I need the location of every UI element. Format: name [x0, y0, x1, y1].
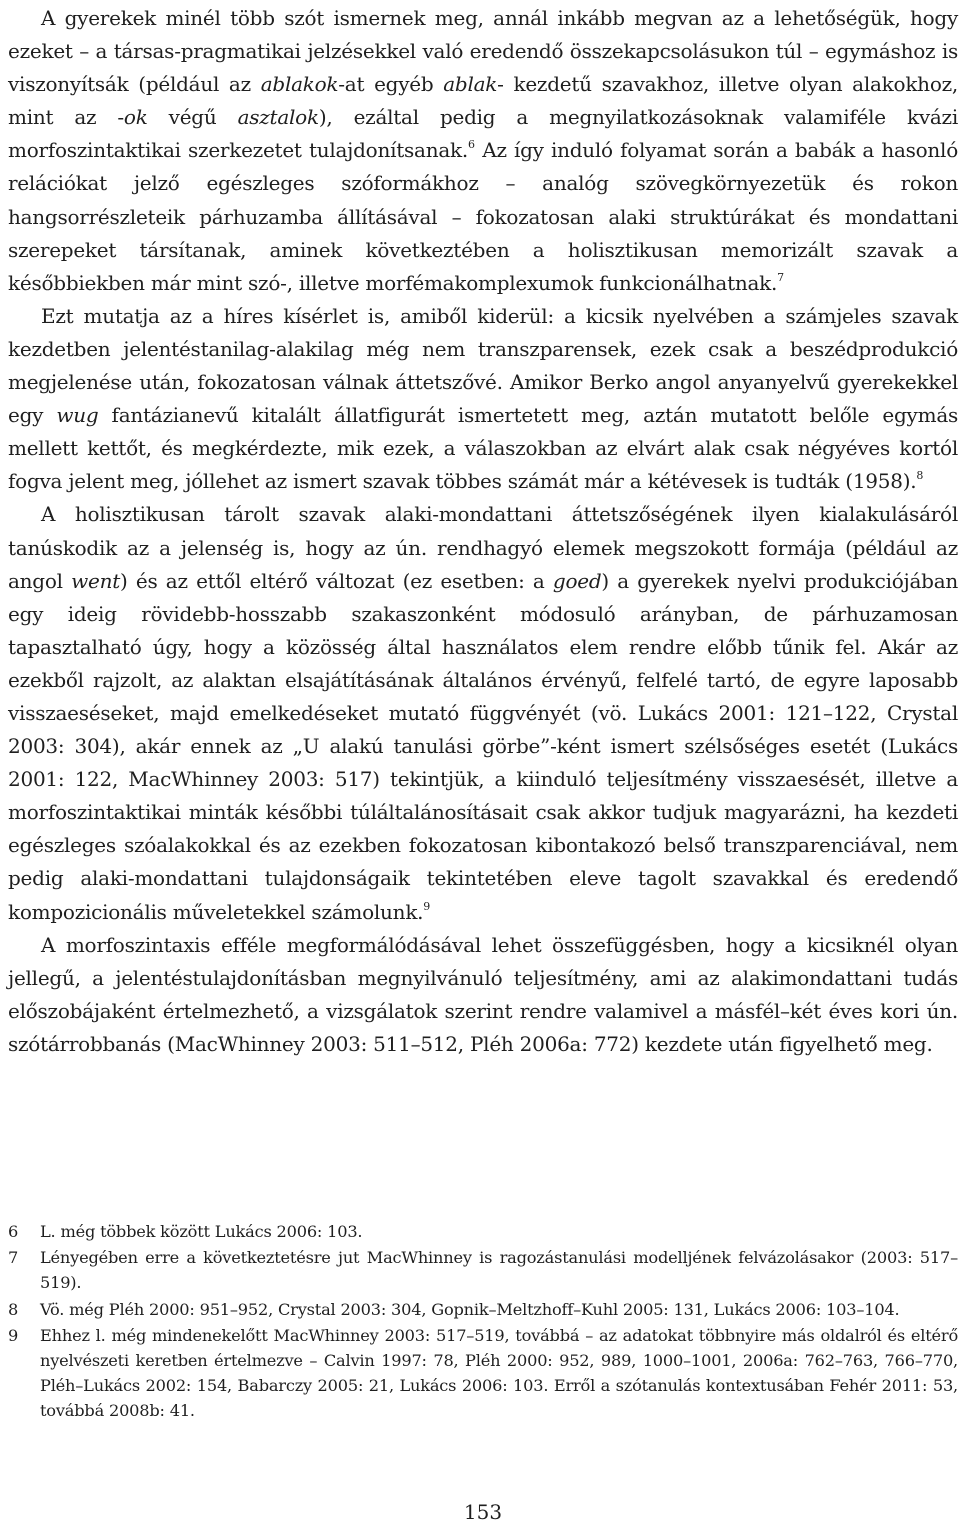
text-run: A holisztikusan tárolt szavak alaki-mondattani áttetszőségének ilyen kialakulásáról tanúskodik az a jelenség is, hogy az ún. rendhagyó elemek megszokott formája (például az angol: [8, 502, 958, 593]
italic-term: asztalok: [237, 105, 319, 130]
main-text: [8, 0, 958, 1061]
footnote-ref: 9: [423, 899, 431, 913]
text-run: A morfoszintaxis efféle megformálódásával lehet összefüggésben, hogy a kicsiknél olyan jellegű, a jelentéstulajdonításban megnyilvánuló teljesítmény, ami az alakimondattani tudás előszobájaként értelmezhető, a vizsgálatok szerint rendre valamivel a másfél–két éves kori ún. szótárrobbanás (MacWhinney 2003: 511–512, Pléh 2006a: 772) kezdete után figyelhető meg.: [8, 932, 958, 1056]
footnote-ref: 8: [916, 469, 924, 483]
page-number: 153: [463, 1500, 503, 1524]
footnote-number: 9: [8, 1325, 19, 1345]
footnote-text: Ehhez l. még mindenekelőtt MacWhinney 2003: 517–519, továbbá – az adatokat többnyire más oldalról és eltérő nyelvészeti keretben értelmezve – Calvin 1997: 78, Pléh 2000: 952, 989, 1000–1001, 2006a: 762–763, 766–770, Pléh–Lukács 2002: 154, Babarczy 2005: 21, Lukács 2006: 103. Erről a szótanulás kontextusában Fehér 2011: 53, továbbá 2008b: 41.: [40, 1325, 958, 1421]
text-run: végű: [147, 105, 238, 130]
italic-term: went: [71, 568, 120, 593]
italic-term: ablak: [443, 72, 498, 97]
italic-term: ablakok: [260, 72, 339, 97]
text-run: ) a gyerekek nyelvi produkciójában egy ideig rövidebb-hosszabb szakaszonként módosuló arányban, de párhuzamosan tapasztalható úgy, hogy a közösség által használatos elem rendre előbb tűnik fel. Akár az ezekből rajzolt, az alaktan elsajátításának általános érvényű, felfelé tartó, de egyre laposabb visszaeséseket, majd emelkedéseket mutató függvényét (vö. Lukács 2001: 121–122, Crystal 2003: 304), akár ennek az „U alakú tanulási görbe”-ként ismert szélsőséges esetét (Lukács 2001: 122, MacWhinney 2003: 517) tekintjük, a kiinduló teljesítmény visszaesését, illetve a morfoszintaktikai minták későbbi túláltalánosításait csak akkor tudjuk magyarázni, ha kezdeti egészleges szóalakokkal és az ezekben fokozatosan kibontakozó belső transzparenciával, nem pedig alaki-mondattani tulajdonságaik tekintetében eleve tagolt szavakkal és eredendő kompozicionális műveletekkel számolunk.: [8, 568, 958, 924]
text-run: Ezt mutatja az a híres kísérlet is, amiből kiderül: a kicsik nyelvében a számjeles szavak kezdetben jelentéstanilag-alakilag még nem transzparensek, ezek csak a beszédprodukció megjelenése után, fokozatosan válnak áttetszővé. Amikor Berko angol anyanyelvű gyerekekkel egy: [8, 303, 958, 428]
text-run: A gyerekek minél több szót ismernek meg, annál inkább megvan az a lehetőségük, hogy ezeket – a társas-pragmatikai jelzésekkel való eredendő összekapcsolásukon túl – egymáshoz is viszonyítsák (például az: [8, 6, 958, 97]
paragraph: [8, 929, 958, 1061]
book-page: [8, 0, 958, 1528]
footnote-number: 8: [8, 1299, 19, 1319]
text-run: -at egyéb: [338, 72, 444, 97]
text-run: Az így induló folyamat során a babák a hasonló relációkat jelző egészleges szóformákhoz – analóg szövegkörnyezetük és rokon hangsorrészleteik párhuzamba állításával – fokozatosan alaki struktúrákat és mondattani szerepeket társítanak, aminek következtében a holisztikusan memorizált szavak a későbbiekben már mint szó-, illetve morfémakomplexumok funkcionálhatnak.: [8, 138, 958, 295]
paragraph: [8, 2, 958, 300]
footnote-text: Vö. még Pléh 2000: 951–952, Crystal 2003: 304, Gopnik–Meltzhoff–Kuhl 2005: 131, Lukács 2006: 103–104.: [40, 1299, 900, 1319]
footnote-ref: 6: [468, 138, 476, 152]
footnote-number: 6: [8, 1222, 19, 1241]
text-run: fantázianevű kitalált állatfigurát ismertetett meg, aztán mutatott belőle egymás mellett kettőt, és megkérdezte, mik ezek, a válaszokban az elvárt alak csak négyéves kortól fogva jelent meg, jóllehet az ismert szavak többes számát már a kétévesek is tudták (1958).: [8, 403, 959, 494]
italic-term: goed: [552, 568, 602, 593]
footnote: [8, 1245, 958, 1295]
text-run: ) és az ettől eltérő változat (ez esetben: a: [120, 568, 553, 593]
text-run: ), ezáltal pedig a megnyilatkozásoknak valamiféle kvázi morfoszintaktikai szerkezetet tulajdonítsanak.: [8, 105, 958, 163]
footnotes: [8, 1219, 958, 1425]
footnote-ref: 7: [777, 270, 785, 284]
italic-term: ok: [123, 105, 148, 130]
footnote-number: 7: [8, 1248, 19, 1268]
footnote-text: L. még többek között Lukács 2006: 103.: [40, 1222, 363, 1241]
paragraph: [8, 300, 958, 499]
text-run: - kezdetű szavakhoz, illetve olyan alakokhoz, mint az -: [8, 72, 958, 130]
italic-term: wug: [56, 403, 99, 428]
paragraph: [8, 498, 958, 928]
footnote-text: Lényegében erre a következtetésre jut MacWhinney is ragozástanulási modelljének felvázolásakor (2003: 517–519).: [40, 1248, 958, 1293]
footnote: [8, 1297, 958, 1322]
footnote: [8, 1323, 958, 1424]
footnote: [8, 1219, 958, 1244]
